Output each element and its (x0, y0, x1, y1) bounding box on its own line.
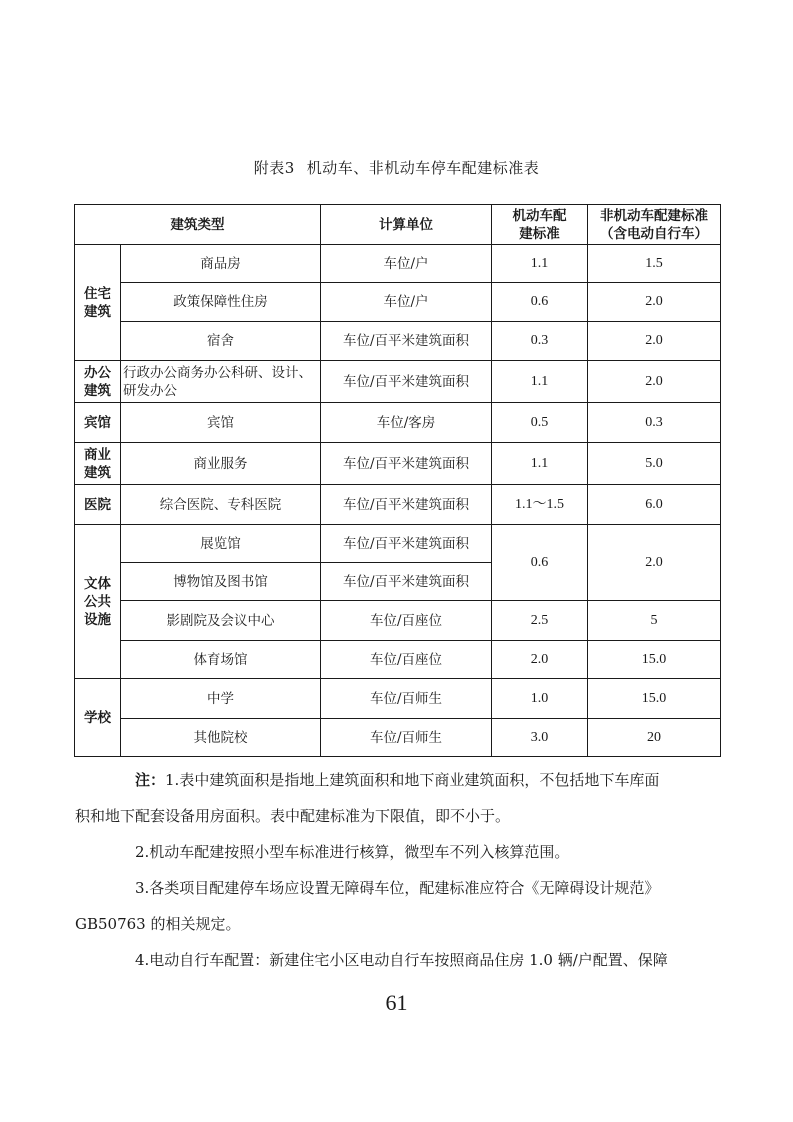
row-type: 博物馆及图书馆 (121, 563, 321, 601)
row-type: 综合医院、专科医院 (121, 485, 321, 525)
row-type: 商品房 (121, 245, 321, 283)
row-nonmotor: 15.0 (588, 641, 721, 679)
table-row (75, 283, 721, 322)
note-1 (105, 764, 695, 796)
row-unit: 车位/百座位 (321, 641, 492, 679)
row-nonmotor: 5 (588, 601, 721, 641)
row-motor: 3.0 (492, 719, 588, 757)
row-nonmotor: 2.0 (588, 525, 721, 601)
table-row (75, 601, 721, 641)
row-unit: 车位/户 (321, 283, 492, 322)
category-commercial-line-1: 商业 (84, 446, 111, 463)
note-4: 4.电动自行车配置：新建住宅小区电动自行车按照商品住房 1.0 辆/户配置、保障 (135, 951, 668, 969)
row-nonmotor: 20 (588, 719, 721, 757)
table-row (75, 443, 721, 485)
category-culture-line-1: 文体 (84, 575, 111, 592)
category-culture-line-3: 设施 (84, 611, 111, 628)
row-unit: 车位/百平米建筑面积 (321, 525, 492, 563)
table-row (75, 361, 721, 403)
row-nonmotor: 0.3 (588, 403, 721, 443)
note-3-continued: GB50763 的相关规定。 (75, 915, 241, 933)
row-motor: 0.6 (492, 283, 588, 322)
row-nonmotor: 1.5 (588, 245, 721, 283)
category-school: 学校 (75, 679, 121, 757)
row-type: 影剧院及会议中心 (121, 601, 321, 641)
notes-label: 注： (135, 771, 166, 789)
category-culture-line-2: 公共 (84, 593, 111, 610)
table-title-text: 机动车、非机动车停车配建标准表 (306, 159, 540, 177)
note-1-continued: 积和地下配套设备用房面积。表中配建标准为下限值，即不小于。 (75, 807, 511, 825)
row-nonmotor: 2.0 (588, 361, 721, 403)
row-nonmotor: 5.0 (588, 443, 721, 485)
table-title (0, 157, 793, 178)
row-motor: 1.1～1.5 (492, 485, 588, 525)
row-type: 展览馆 (121, 525, 321, 563)
category-hotel: 宾馆 (75, 403, 121, 443)
table-row (75, 525, 721, 563)
row-nonmotor: 2.0 (588, 322, 721, 361)
table-row (75, 322, 721, 361)
row-unit: 车位/百师生 (321, 679, 492, 719)
header-nonmotor-line-1: 非机动车配建标准 (600, 207, 708, 224)
row-type: 商业服务 (121, 443, 321, 485)
header-nonmotor (588, 205, 721, 245)
row-type: 中学 (121, 679, 321, 719)
row-unit: 车位/百师生 (321, 719, 492, 757)
header-building-type: 建筑类型 (75, 205, 321, 245)
row-nonmotor: 6.0 (588, 485, 721, 525)
row-type: 体育场馆 (121, 641, 321, 679)
category-commercial (75, 443, 121, 485)
category-residential-line-1: 住宅 (84, 285, 111, 302)
row-nonmotor: 2.0 (588, 283, 721, 322)
note-1-line-1: 1.表中建筑面积是指地上建筑面积和地下商业建筑面积，不包括地下车库面 (165, 771, 660, 789)
category-commercial-line-2: 建筑 (84, 464, 111, 481)
table-title-label: 附表3 (253, 159, 295, 177)
table-row (75, 245, 721, 283)
row-motor: 1.1 (492, 245, 588, 283)
table-row (75, 485, 721, 525)
row-unit: 车位/百平米建筑面积 (321, 485, 492, 525)
header-motor-line-1: 机动车配 (512, 207, 567, 224)
row-unit: 车位/百平米建筑面积 (321, 322, 492, 361)
table-row (75, 679, 721, 719)
row-motor: 2.0 (492, 641, 588, 679)
row-motor: 1.1 (492, 443, 588, 485)
category-residential (75, 245, 121, 361)
header-nonmotor-line-2: （含电动自行车） (600, 225, 708, 242)
category-office (75, 361, 121, 403)
row-unit: 车位/户 (321, 245, 492, 283)
row-type: 宾馆 (121, 403, 321, 443)
row-nonmotor: 15.0 (588, 679, 721, 719)
row-motor: 0.5 (492, 403, 588, 443)
category-office-line-1: 办公 (84, 364, 111, 381)
row-unit: 车位/百座位 (321, 601, 492, 641)
note-2: 2.机动车配建按照小型车标准进行核算，微型车不列入核算范围。 (135, 843, 570, 861)
row-unit: 车位/百平米建筑面积 (321, 563, 492, 601)
table-row (75, 641, 721, 679)
category-hospital: 医院 (75, 485, 121, 525)
row-unit: 车位/百平米建筑面积 (321, 443, 492, 485)
category-office-line-2: 建筑 (84, 382, 111, 399)
page-number: 61 (385, 990, 408, 1015)
table-row (75, 403, 721, 443)
row-motor: 0.3 (492, 322, 588, 361)
header-motor-line-2: 建标准 (519, 225, 560, 242)
row-motor: 0.6 (492, 525, 588, 601)
note-3: 3.各类项目配建停车场应设置无障碍车位，配建标准应符合《无障碍设计规范》 (135, 879, 660, 897)
row-unit: 车位/百平米建筑面积 (321, 361, 492, 403)
header-unit: 计算单位 (321, 205, 492, 245)
notes-section (75, 764, 695, 980)
category-residential-line-2: 建筑 (84, 303, 111, 320)
row-type: 政策保障性住房 (121, 283, 321, 322)
table-header-row (75, 205, 721, 245)
table-row (75, 719, 721, 757)
row-motor: 2.5 (492, 601, 588, 641)
row-motor: 1.1 (492, 361, 588, 403)
row-type: 其他院校 (121, 719, 321, 757)
category-culture (75, 525, 121, 679)
row-type: 宿舍 (121, 322, 321, 361)
row-motor: 1.0 (492, 679, 588, 719)
parking-standard-table (74, 204, 721, 757)
row-type: 行政办公商务办公科研、设计、研发办公 (121, 361, 321, 403)
header-motor (492, 205, 588, 245)
row-unit: 车位/客房 (321, 403, 492, 443)
